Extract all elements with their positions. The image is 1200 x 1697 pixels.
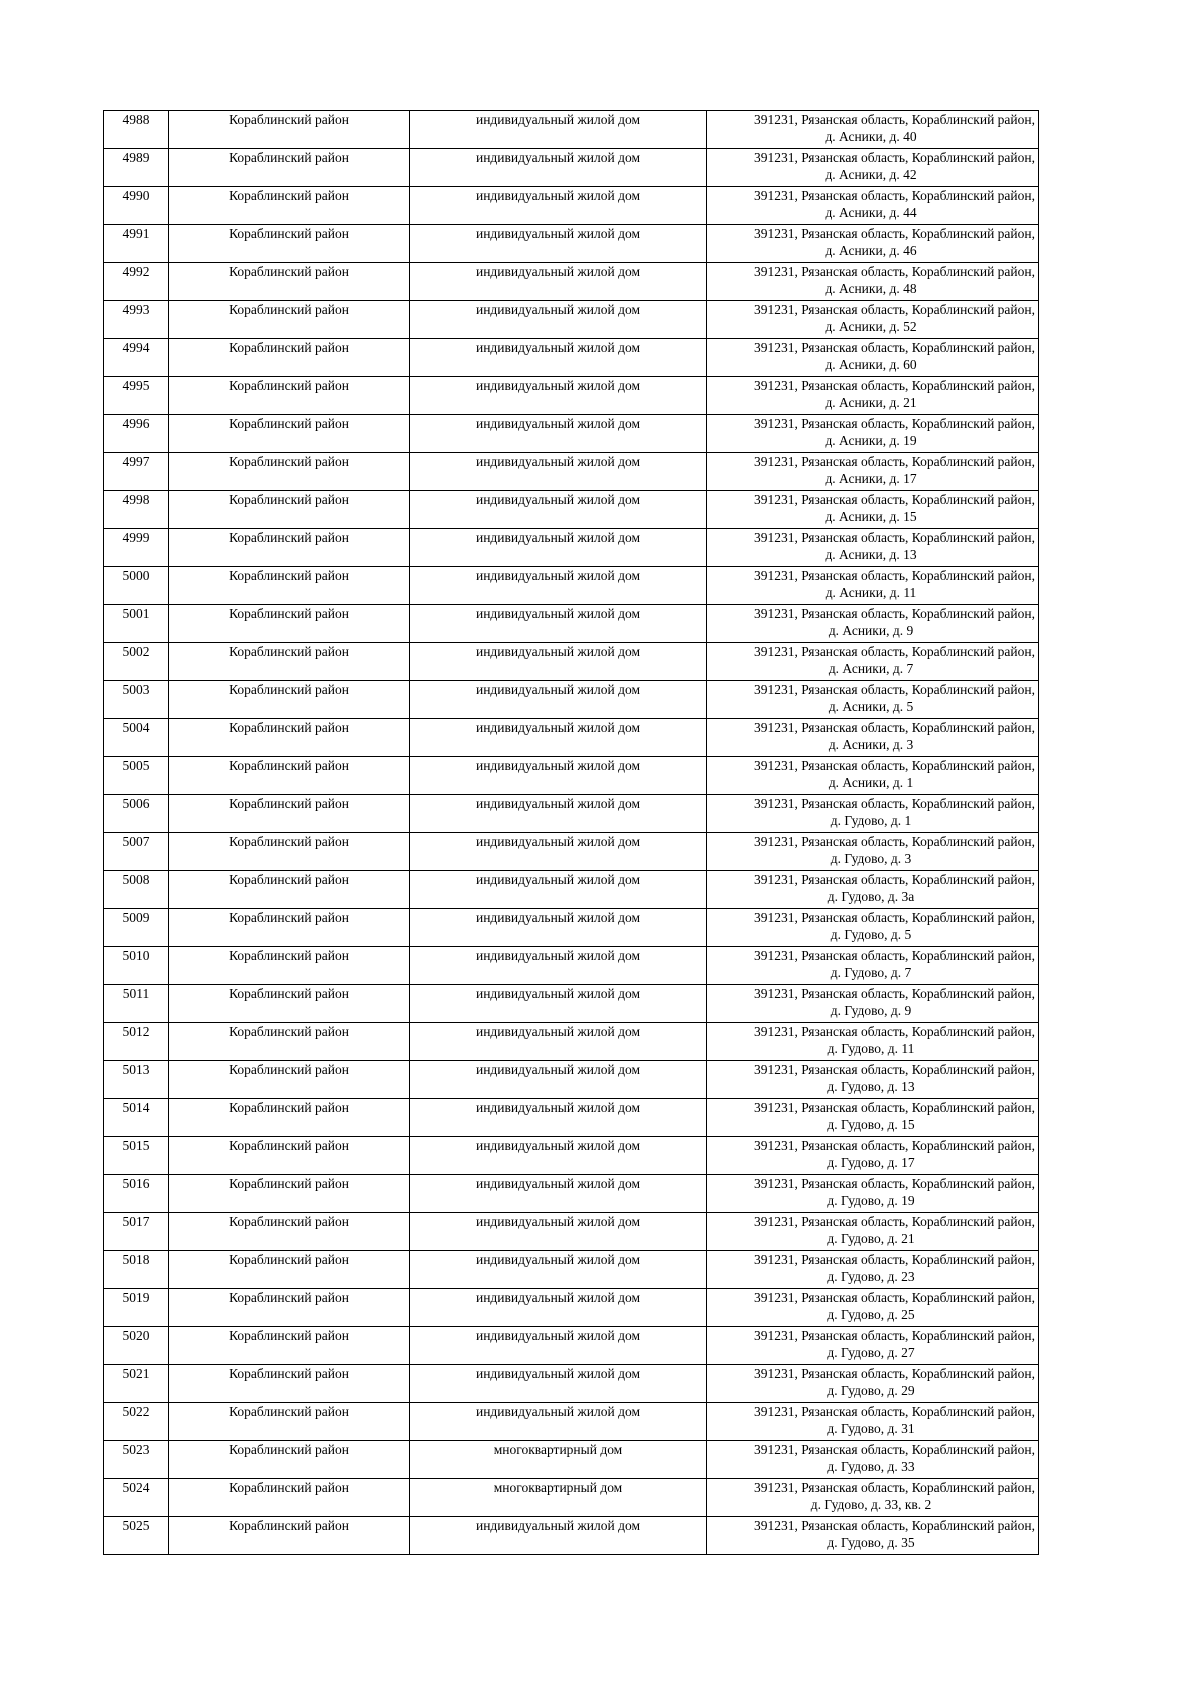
building-type-cell: многоквартирный дом [410,1441,707,1479]
district-cell: Кораблинский район [169,985,410,1023]
address-line-2: д. Асники, д. 21 [825,395,917,410]
building-type-cell: индивидуальный жилой дом [410,1327,707,1365]
address-cell [707,529,1039,567]
table-row [104,491,1039,529]
address-line-2: д. Гудово, д. 7 [830,965,912,980]
address-cell [707,149,1039,187]
address-cell [707,643,1039,681]
address-line-1: 391231, Рязанская область, Кораблинский район, [754,112,1035,127]
address-cell [707,909,1039,947]
table-row [104,263,1039,301]
district-cell: Кораблинский район [169,1175,410,1213]
address-cell [707,681,1039,719]
district-cell: Кораблинский район [169,643,410,681]
address-cell [707,567,1039,605]
table-row [104,985,1039,1023]
row-number-cell: 5020 [104,1327,169,1365]
address-line-1: 391231, Рязанская область, Кораблинский район, [754,1100,1035,1115]
address-line-2: д. Гудово, д. 5 [830,927,912,942]
district-cell: Кораблинский район [169,225,410,263]
district-cell: Кораблинский район [169,1517,410,1555]
row-number-cell: 5013 [104,1061,169,1099]
table-row [104,339,1039,377]
building-type-cell: индивидуальный жилой дом [410,1365,707,1403]
district-cell: Кораблинский район [169,605,410,643]
table-row [104,719,1039,757]
district-cell: Кораблинский район [169,947,410,985]
row-number-cell: 4997 [104,453,169,491]
address-line-2: д. Гудово, д. 29 [827,1383,915,1398]
row-number-cell: 5021 [104,1365,169,1403]
row-number-cell: 5019 [104,1289,169,1327]
row-number-cell: 5000 [104,567,169,605]
address-cell [707,1289,1039,1327]
district-cell: Кораблинский район [169,263,410,301]
address-line-2: д. Гудово, д. 23 [827,1269,915,1284]
row-number-cell: 5016 [104,1175,169,1213]
row-number-cell: 5023 [104,1441,169,1479]
address-line-1: 391231, Рязанская область, Кораблинский район, [754,682,1035,697]
address-cell [707,1023,1039,1061]
district-cell: Кораблинский район [169,1061,410,1099]
row-number-cell: 5015 [104,1137,169,1175]
row-number-cell: 4993 [104,301,169,339]
address-line-1: 391231, Рязанская область, Кораблинский район, [754,720,1035,735]
address-line-1: 391231, Рязанская область, Кораблинский район, [754,1214,1035,1229]
address-line-2: д. Асники, д. 9 [828,623,914,638]
table-row [104,1327,1039,1365]
address-line-2: д. Асники, д. 11 [825,585,917,600]
address-cell [707,111,1039,149]
row-number-cell: 4989 [104,149,169,187]
address-cell [707,263,1039,301]
address-cell [707,1517,1039,1555]
table-row [104,1403,1039,1441]
address-line-1: 391231, Рязанская область, Кораблинский район, [754,226,1035,241]
address-line-1: 391231, Рязанская область, Кораблинский район, [754,1442,1035,1457]
address-line-2: д. Гудово, д. 3а [827,889,915,904]
building-type-cell: индивидуальный жилой дом [410,1517,707,1555]
building-type-cell: индивидуальный жилой дом [410,453,707,491]
row-number-cell: 5002 [104,643,169,681]
row-number-cell: 5001 [104,605,169,643]
address-line-1: 391231, Рязанская область, Кораблинский район, [754,568,1035,583]
building-type-cell: индивидуальный жилой дом [410,909,707,947]
table-row [104,301,1039,339]
table-row [104,1023,1039,1061]
address-line-1: 391231, Рязанская область, Кораблинский район, [754,1176,1035,1191]
table-row [104,1099,1039,1137]
table-body [104,111,1039,1555]
address-cell [707,377,1039,415]
address-line-2: д. Асники, д. 1 [828,775,914,790]
table-row [104,643,1039,681]
address-line-1: 391231, Рязанская область, Кораблинский район, [754,1024,1035,1039]
address-line-1: 391231, Рязанская область, Кораблинский район, [754,1252,1035,1267]
address-cell [707,795,1039,833]
row-number-cell: 5022 [104,1403,169,1441]
table-row [104,415,1039,453]
address-cell [707,1441,1039,1479]
row-number-cell: 4992 [104,263,169,301]
row-number-cell: 4990 [104,187,169,225]
address-line-2: д. Асники, д. 40 [825,129,917,144]
district-cell: Кораблинский район [169,757,410,795]
address-line-1: 391231, Рязанская область, Кораблинский район, [754,948,1035,963]
address-cell [707,1365,1039,1403]
address-line-1: 391231, Рязанская область, Кораблинский район, [754,150,1035,165]
district-cell: Кораблинский район [169,1137,410,1175]
building-type-cell: индивидуальный жилой дом [410,111,707,149]
table-row [104,1137,1039,1175]
table-row [104,1365,1039,1403]
district-cell: Кораблинский район [169,1365,410,1403]
address-line-1: 391231, Рязанская область, Кораблинский район, [754,1518,1035,1533]
address-line-1: 391231, Рязанская область, Кораблинский район, [754,302,1035,317]
address-line-2: д. Асники, д. 42 [825,167,917,182]
address-line-1: 391231, Рязанская область, Кораблинский район, [754,1290,1035,1305]
row-number-cell: 5003 [104,681,169,719]
table-row [104,1213,1039,1251]
address-line-2: д. Гудово, д. 13 [827,1079,915,1094]
row-number-cell: 5018 [104,1251,169,1289]
table-row [104,1061,1039,1099]
table-row [104,567,1039,605]
building-type-cell: индивидуальный жилой дом [410,339,707,377]
address-line-2: д. Гудово, д. 3 [830,851,912,866]
building-type-cell: индивидуальный жилой дом [410,263,707,301]
address-line-2: д. Асники, д. 13 [825,547,917,562]
address-line-1: 391231, Рязанская область, Кораблинский район, [754,416,1035,431]
row-number-cell: 5011 [104,985,169,1023]
row-number-cell: 4991 [104,225,169,263]
address-line-2: д. Гудово, д. 25 [827,1307,915,1322]
district-cell: Кораблинский район [169,149,410,187]
table-row [104,1175,1039,1213]
building-type-cell: индивидуальный жилой дом [410,529,707,567]
address-line-2: д. Гудово, д. 35 [827,1535,915,1550]
building-type-cell: индивидуальный жилой дом [410,377,707,415]
building-type-cell: индивидуальный жилой дом [410,1137,707,1175]
address-cell [707,833,1039,871]
address-cell [707,225,1039,263]
table-row [104,453,1039,491]
address-line-2: д. Гудово, д. 33, кв. 2 [810,1497,932,1512]
address-line-2: д. Гудово, д. 33 [827,1459,915,1474]
row-number-cell: 4998 [104,491,169,529]
address-cell [707,301,1039,339]
address-line-1: 391231, Рязанская область, Кораблинский район, [754,530,1035,545]
address-line-1: 391231, Рязанская область, Кораблинский район, [754,378,1035,393]
housing-registry-table [103,110,1039,1555]
table-row [104,681,1039,719]
address-cell [707,757,1039,795]
row-number-cell: 5005 [104,757,169,795]
address-cell [707,187,1039,225]
address-cell [707,871,1039,909]
district-cell: Кораблинский район [169,1289,410,1327]
row-number-cell: 5017 [104,1213,169,1251]
address-cell [707,1061,1039,1099]
district-cell: Кораблинский район [169,1251,410,1289]
address-cell [707,1327,1039,1365]
address-line-2: д. Асники, д. 5 [828,699,914,714]
table-row [104,1289,1039,1327]
building-type-cell: индивидуальный жилой дом [410,643,707,681]
table-row [104,1479,1039,1517]
building-type-cell: индивидуальный жилой дом [410,225,707,263]
address-line-2: д. Асники, д. 48 [825,281,917,296]
district-cell: Кораблинский район [169,1441,410,1479]
table-row [104,529,1039,567]
address-cell [707,1251,1039,1289]
address-cell [707,605,1039,643]
address-line-1: 391231, Рязанская область, Кораблинский район, [754,872,1035,887]
table-row [104,225,1039,263]
table-row [104,757,1039,795]
building-type-cell: индивидуальный жилой дом [410,757,707,795]
building-type-cell: индивидуальный жилой дом [410,567,707,605]
address-line-1: 391231, Рязанская область, Кораблинский район, [754,1138,1035,1153]
address-line-1: 391231, Рязанская область, Кораблинский район, [754,1062,1035,1077]
building-type-cell: индивидуальный жилой дом [410,719,707,757]
row-number-cell: 4994 [104,339,169,377]
building-type-cell: индивидуальный жилой дом [410,415,707,453]
district-cell: Кораблинский район [169,909,410,947]
table-row [104,871,1039,909]
address-line-2: д. Асники, д. 52 [825,319,917,334]
building-type-cell: индивидуальный жилой дом [410,985,707,1023]
address-line-2: д. Гудово, д. 11 [827,1041,915,1056]
building-type-cell: индивидуальный жилой дом [410,1099,707,1137]
table-row [104,1441,1039,1479]
row-number-cell: 5012 [104,1023,169,1061]
district-cell: Кораблинский район [169,529,410,567]
building-type-cell: индивидуальный жилой дом [410,1175,707,1213]
address-line-2: д. Асники, д. 7 [828,661,914,676]
district-cell: Кораблинский район [169,833,410,871]
district-cell: Кораблинский район [169,453,410,491]
row-number-cell: 5006 [104,795,169,833]
address-cell [707,719,1039,757]
address-line-1: 391231, Рязанская область, Кораблинский район, [754,264,1035,279]
district-cell: Кораблинский район [169,187,410,225]
building-type-cell: индивидуальный жилой дом [410,187,707,225]
address-cell [707,1175,1039,1213]
table-row [104,605,1039,643]
row-number-cell: 4999 [104,529,169,567]
row-number-cell: 5014 [104,1099,169,1137]
address-cell [707,491,1039,529]
row-number-cell: 5010 [104,947,169,985]
address-line-1: 391231, Рязанская область, Кораблинский район, [754,606,1035,621]
district-cell: Кораблинский район [169,111,410,149]
address-cell [707,1099,1039,1137]
address-line-2: д. Гудово, д. 21 [827,1231,915,1246]
table-row [104,149,1039,187]
address-line-1: 391231, Рязанская область, Кораблинский район, [754,796,1035,811]
row-number-cell: 5004 [104,719,169,757]
address-cell [707,339,1039,377]
address-line-1: 391231, Рязанская область, Кораблинский район, [754,1366,1035,1381]
building-type-cell: индивидуальный жилой дом [410,1251,707,1289]
address-line-2: д. Гудово, д. 9 [830,1003,912,1018]
district-cell: Кораблинский район [169,301,410,339]
row-number-cell: 5007 [104,833,169,871]
district-cell: Кораблинский район [169,1023,410,1061]
building-type-cell: индивидуальный жилой дом [410,491,707,529]
address-cell [707,1213,1039,1251]
table-row [104,947,1039,985]
district-cell: Кораблинский район [169,415,410,453]
address-line-2: д. Гудово, д. 15 [827,1117,915,1132]
address-line-1: 391231, Рязанская область, Кораблинский район, [754,188,1035,203]
address-line-2: д. Гудово, д. 17 [827,1155,915,1170]
table-row [104,909,1039,947]
building-type-cell: индивидуальный жилой дом [410,1213,707,1251]
district-cell: Кораблинский район [169,1403,410,1441]
building-type-cell: индивидуальный жилой дом [410,947,707,985]
address-cell [707,947,1039,985]
address-cell [707,1479,1039,1517]
district-cell: Кораблинский район [169,1213,410,1251]
building-type-cell: индивидуальный жилой дом [410,1023,707,1061]
address-line-1: 391231, Рязанская область, Кораблинский район, [754,454,1035,469]
row-number-cell: 5025 [104,1517,169,1555]
row-number-cell: 5024 [104,1479,169,1517]
building-type-cell: индивидуальный жилой дом [410,301,707,339]
address-cell [707,1403,1039,1441]
address-cell [707,985,1039,1023]
address-line-2: д. Асники, д. 44 [825,205,917,220]
district-cell: Кораблинский район [169,681,410,719]
building-type-cell: индивидуальный жилой дом [410,605,707,643]
address-line-1: 391231, Рязанская область, Кораблинский район, [754,1404,1035,1419]
district-cell: Кораблинский район [169,1327,410,1365]
table-row [104,795,1039,833]
address-line-2: д. Гудово, д. 27 [827,1345,915,1360]
address-line-2: д. Асники, д. 15 [825,509,917,524]
building-type-cell: индивидуальный жилой дом [410,1289,707,1327]
district-cell: Кораблинский район [169,377,410,415]
district-cell: Кораблинский район [169,339,410,377]
address-line-2: д. Асники, д. 60 [825,357,917,372]
address-line-2: д. Асники, д. 46 [825,243,917,258]
row-number-cell: 5009 [104,909,169,947]
building-type-cell: индивидуальный жилой дом [410,149,707,187]
district-cell: Кораблинский район [169,795,410,833]
address-line-1: 391231, Рязанская область, Кораблинский район, [754,644,1035,659]
row-number-cell: 5008 [104,871,169,909]
row-number-cell: 4996 [104,415,169,453]
address-line-1: 391231, Рязанская область, Кораблинский район, [754,834,1035,849]
address-line-2: д. Гудово, д. 31 [827,1421,915,1436]
building-type-cell: индивидуальный жилой дом [410,681,707,719]
address-line-2: д. Гудово, д. 19 [827,1193,915,1208]
building-type-cell: индивидуальный жилой дом [410,1061,707,1099]
district-cell: Кораблинский район [169,567,410,605]
address-cell [707,453,1039,491]
building-type-cell: индивидуальный жилой дом [410,871,707,909]
table-row [104,1517,1039,1555]
address-line-1: 391231, Рязанская область, Кораблинский район, [754,340,1035,355]
building-type-cell: многоквартирный дом [410,1479,707,1517]
address-line-1: 391231, Рязанская область, Кораблинский район, [754,758,1035,773]
table-row [104,833,1039,871]
row-number-cell: 4988 [104,111,169,149]
district-cell: Кораблинский район [169,719,410,757]
address-line-2: д. Асники, д. 3 [828,737,914,752]
address-line-2: д. Гудово, д. 1 [830,813,912,828]
address-line-2: д. Асники, д. 17 [825,471,917,486]
address-cell [707,415,1039,453]
address-cell [707,1137,1039,1175]
row-number-cell: 4995 [104,377,169,415]
district-cell: Кораблинский район [169,491,410,529]
building-type-cell: индивидуальный жилой дом [410,795,707,833]
district-cell: Кораблинский район [169,871,410,909]
building-type-cell: индивидуальный жилой дом [410,1403,707,1441]
district-cell: Кораблинский район [169,1099,410,1137]
address-line-1: 391231, Рязанская область, Кораблинский район, [754,1480,1035,1495]
address-line-1: 391231, Рязанская область, Кораблинский район, [754,910,1035,925]
address-line-1: 391231, Рязанская область, Кораблинский район, [754,1328,1035,1343]
building-type-cell: индивидуальный жилой дом [410,833,707,871]
table-row [104,1251,1039,1289]
address-line-1: 391231, Рязанская область, Кораблинский район, [754,492,1035,507]
address-line-1: 391231, Рязанская область, Кораблинский район, [754,986,1035,1001]
table-row [104,111,1039,149]
district-cell: Кораблинский район [169,1479,410,1517]
address-line-2: д. Асники, д. 19 [825,433,917,448]
table-row [104,187,1039,225]
table-row [104,377,1039,415]
